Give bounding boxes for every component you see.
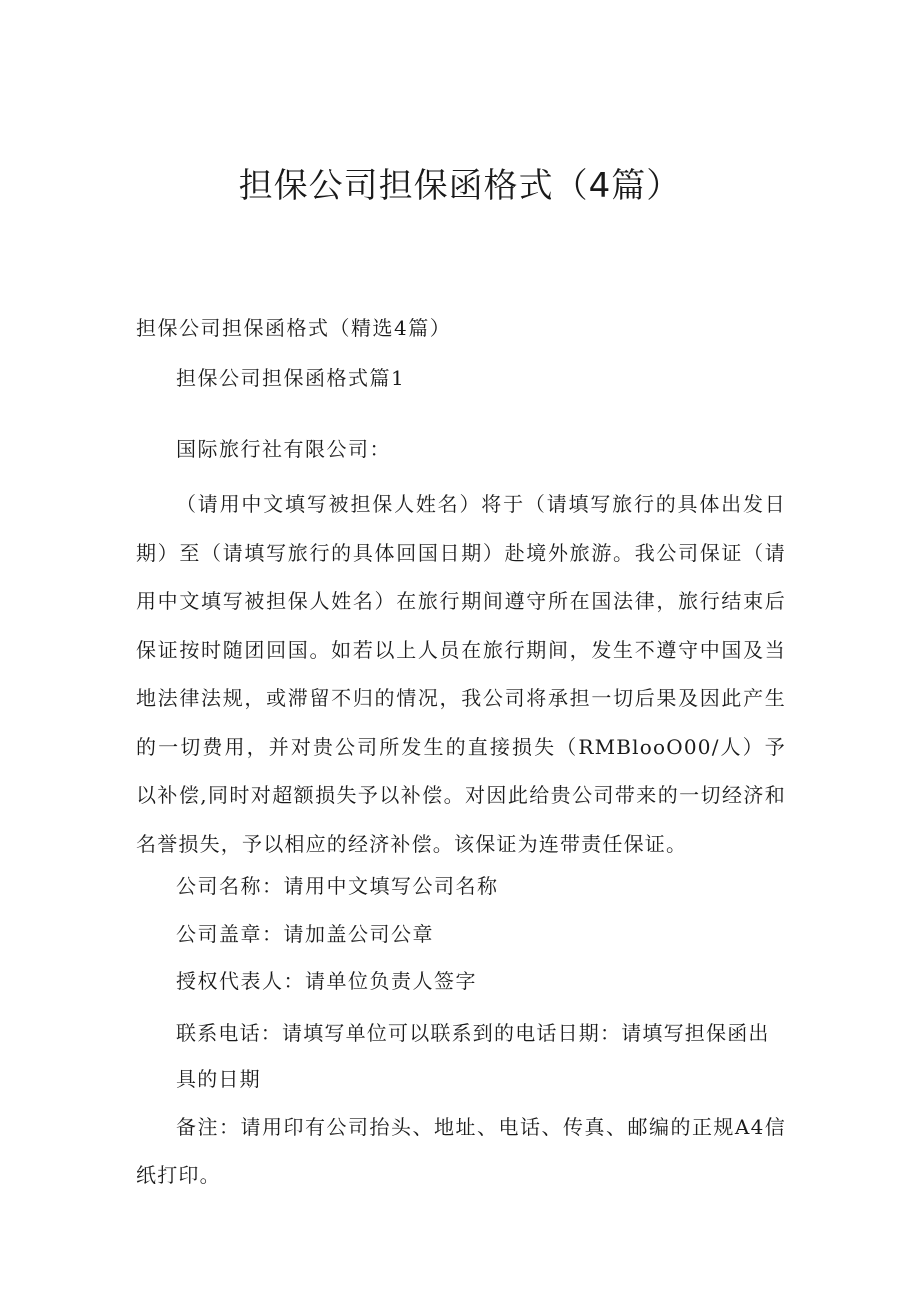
document-title: 担保公司担保函格式（4篇） (238, 166, 682, 206)
representative-field: 授权代表人：请单位负责人签字 (176, 969, 477, 993)
document-subtitle: 担保公司担保函格式（精选4篇） (136, 316, 452, 340)
note-paragraph: 备注：请用印有公司抬头、地址、电话、传真、邮编的正规A4信纸打印。 (136, 1115, 786, 1187)
contact-field: 联系电话：请填写单位可以联系到的电话日期：请填写担保函出具的日期 (176, 1021, 770, 1091)
addressee: 国际旅行社有限公司： (176, 437, 391, 461)
company-name-field: 公司名称：请用中文填写公司名称 (176, 874, 499, 898)
body-paragraph: （请用中文填写被担保人姓名）将于（请填写旅行的具体出发日期）至（请填写旅行的具体回国日期）赴境外旅游。我公司保证（请用中文填写被担保人姓名）在旅行期间遵守所在国法律，旅行结束后保证按时随团回国。如若以上人员在旅行期间，发生不遵守中国及当地法律法规，或滞留不归的情况，我公司将承担一切后果及因此产生的一切费用，并对贵公司所发生的直接损失（RMBlooO00/人）予以补偿,同时对超额损失予以补偿。对因此给贵公司带来的一切经济和名誉损失，予以相应的经济补偿。该保证为连带责任保证。 (136, 492, 786, 856)
company-seal-field: 公司盖章：请加盖公司公章 (176, 922, 434, 946)
section-heading: 担保公司担保函格式篇1 (176, 366, 406, 390)
